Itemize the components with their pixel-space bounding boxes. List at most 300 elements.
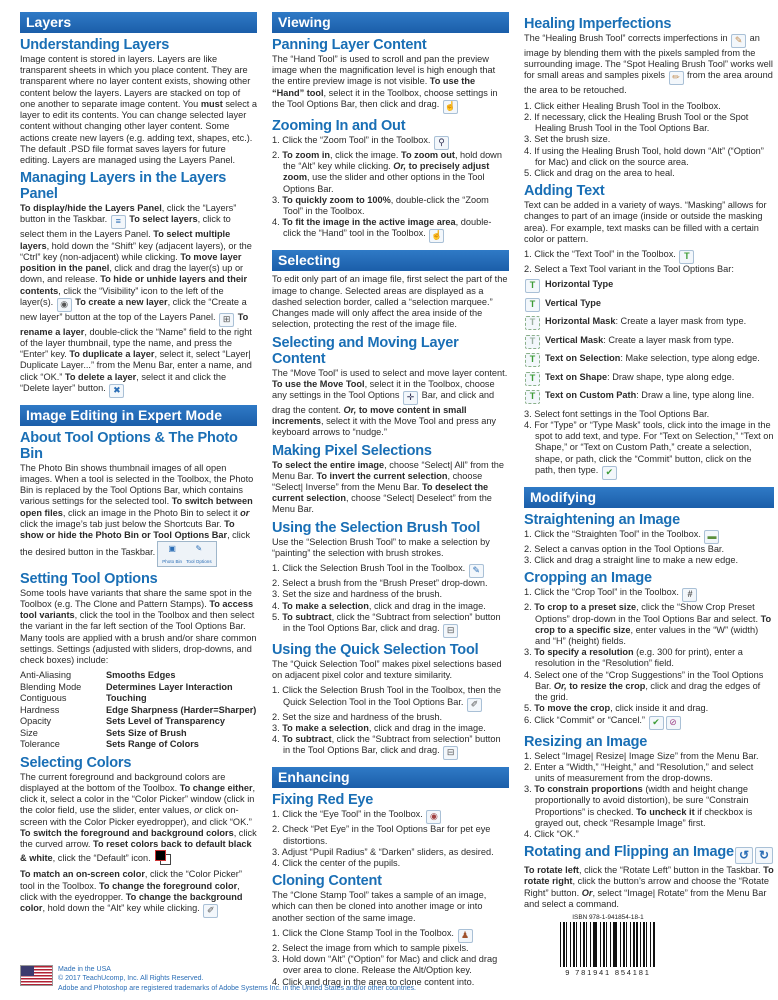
text-run: To delete a layer [64,371,137,382]
text-run: , click and drag in the image. [368,722,486,733]
numbered-list [524,101,774,180]
list-item [524,409,774,420]
numbered-list [524,249,774,275]
text-run: Set the brush size. [534,134,611,145]
settings-table-row [20,670,257,682]
text-variant-row [524,335,774,349]
text-run: Hold down “Alt” (“Option” for Mac) and click and drag over area to clone. Release the Alt/Option key. [282,954,498,976]
text-run: The Photo Bin shows thumbnail images of all open images. When a tool is selected in the Toolbox, the Photo Bin is replaced by the Tool Options Bar, which contains various settings for the selected tool. [20,462,254,507]
settings-table-row [20,739,257,751]
hand-icon: ☝ [429,229,444,243]
text-variant-label [545,390,754,401]
subtract-selection-icon: ⊟ [443,624,458,638]
text-run: To move layer position in the panel [20,251,242,274]
text-on-shape-icon: T [525,372,540,386]
text-run: Or, [343,404,357,415]
list-number: 1. [524,249,535,260]
text-run: , select it, select “Layer| Duplicate Layer...” from the Menu Bar, enter a name, and click “OK.” [20,349,252,382]
list-item [272,685,509,711]
list-number: 4. [272,600,283,611]
text-run: To hide or unhide layers and their contents [20,274,248,296]
subheading: Selecting and Moving Layer Content [272,334,459,367]
settings-table-row [20,705,257,717]
text-run: Click the Clone Stamp Tool in the Toolbox. [282,927,457,938]
text-run: Or [581,887,593,898]
text-run: , click the tool in the Toolbox and then select the variant in the far left section of the Tool Options Bar. Many tools are applied with a brush and/or share common settings. Settings (adjusted with sliders, drop-downs, and check boxes) include: [20,610,257,666]
text-run: Check “Pet Eye” in the Tool Options Bar for pet eye distortions. [282,824,491,846]
list-number: 4. [524,145,535,156]
setting-description: Smooths Edges [106,670,176,681]
paragraph [272,54,509,114]
text-run: from the area around the area to be retouched. [524,70,773,96]
rotate-right-icon: ↻ [755,847,773,864]
delete-layer-icon: ✖ [109,384,124,398]
paragraph [20,463,257,567]
list-number: 2. [524,761,535,772]
list-number: 6. [524,714,535,725]
text-variant-row [524,279,774,293]
section-bar: Selecting [272,250,509,271]
text-run: Click “Commit” or “Cancel.” [534,714,648,725]
list-number: 2. [524,111,535,122]
tool-options-button-label: Tool Options [186,558,212,564]
settings-table-row [20,682,257,694]
text-run: Text on Shape [545,371,608,382]
text-vertical-type-icon: T [525,298,540,312]
list-item [524,587,774,602]
column-left [20,12,257,992]
list-number: 2. [524,602,535,613]
text-run: To uncheck it [636,806,695,817]
text-variant-row [524,298,774,312]
list-number: 2. [524,264,535,275]
text-run: Click the Selection Brush Tool in the Toolbox, then the Quick Selection Tool in the Tool Options Bar. [282,685,501,707]
text-variant-label [545,335,734,346]
list-item [524,168,774,179]
text-run: (e.g. 300 for print), enter a resolution in the “Resolution” field. [535,647,743,669]
text-run: : Draw a line, type along line. [636,390,755,401]
text-run: : Make selection, type along edge. [620,353,760,364]
list-number: 2. [272,711,283,722]
list-item [524,112,774,134]
text-run: , double-click the “Name” field to the right of the layer thumbnail, type the name, and press the “Enter” key. [20,326,252,360]
list-number: 2. [272,578,283,589]
list-item [272,712,509,723]
text-run: to precisely adjust zoom [283,161,490,183]
text-run: , click with the eyedropper. [20,880,240,902]
text-run: , click the “Color Picker” tool in the Toolbox. [20,869,242,891]
new-layer-icon: ⊞ [219,313,234,327]
list-item [524,647,774,669]
text-run: (width and height change proportionally to avoid distortion), be sure “Constrain Proportions” is checked. [535,784,749,817]
text-horizontal-mask-icon: T [525,316,540,330]
text-run: , choose “Select| Inverse” from the Menu Bar. [272,470,483,493]
section-bar: Enhancing [272,767,509,788]
text-run: to resize the crop [566,680,646,691]
text-run: To duplicate a layer [69,349,155,360]
subheading: Cloning Content [272,873,382,890]
text-run: , click an image in the Photo Bin to select it [62,507,241,518]
footer [20,965,620,994]
section-bar: Viewing [272,12,509,33]
list-item [272,563,509,578]
list-number: 2. [272,942,283,953]
subheading: Rotating and Flipping an Image ↺ ↻ [524,844,774,864]
text-run: must [200,98,223,109]
spot-healing-icon: ✏ [669,71,684,85]
list-number: 3. [524,408,535,419]
eyedropper-icon: ✐ [203,904,218,918]
text-run: to move content in small increments [272,404,467,427]
setting-name: Anti-Aliasing [20,670,72,681]
list-item [524,703,774,714]
text-run: : Draw shape, type along edge. [607,371,735,382]
text-run: To subtract [282,611,332,622]
text-run: , click the “Subtract from selection” button in the Tool Options Bar, click and drag. [283,611,501,633]
barcode-digits: 9 781941 854181 [565,968,651,978]
selection-brush-icon: ✎ [469,564,484,578]
text-run: , select it with the Move Tool and press any keyboard arrows to “nudge.” [272,416,497,438]
list-item [524,544,774,555]
text-run: : Create a layer mask from type. [615,316,747,327]
paragraph [20,54,257,166]
text-run: , hold down the “Shift” key (adjacent layers), or the “Ctrl” key (non-adjacent) while clicking. [20,240,252,262]
list-item [524,134,774,145]
text-run: : Create a layer mask from type. [603,334,734,345]
list-item [524,670,774,704]
paragraph [20,772,257,866]
list-number: 3. [272,722,283,733]
column-right [524,12,774,992]
text-run: , click it, select a color in the “Color Picker” window (click in the color field, use the slider, enter values, [20,783,256,816]
text-run: Set the size and hardness of the brush. [282,589,443,600]
subheading: Managing Layers in the Layers Panel [20,170,227,203]
list-number: 5. [524,167,535,178]
section-bar: Image Editing in Expert Mode [20,405,257,426]
list-item [524,529,774,544]
text-run: To rotate left [524,865,579,876]
subheading: Straightening an Image [524,511,680,528]
paragraph [272,659,509,681]
eye-tool-icon: ◉ [426,810,441,824]
healing-brush-icon: ✎ [731,34,746,48]
list-number: 4. [272,857,283,868]
subheading: About Tool Options & The Photo Bin [20,429,238,462]
subheading: Fixing Red Eye [272,792,374,809]
text-run: Vertical Type [545,297,602,308]
text-run: The “Healing Brush Tool” corrects imperfections in [524,33,731,43]
setting-name: Hardness [20,704,60,715]
text-run: , click the “Show Crop Preset Options” drop-down in the Tool Options Bar and select. [535,602,761,624]
text-variant-label [545,279,613,290]
text-run: To zoom out [401,149,455,160]
list-number: 1. [524,528,535,539]
list-number: 4. [272,734,283,745]
text-variant-label [545,298,601,309]
text-run: Select the image from which to sample pixels. [282,942,469,953]
text-run: To create a new layer [75,296,168,307]
text-run: The current foreground and background colors are displayed at the bottom of the Toolbox. [20,771,226,794]
text-variant-label [545,316,746,327]
list-item [272,578,509,589]
paragraph [272,368,509,439]
text-run: To select layers [129,214,198,225]
settings-table-row [20,728,257,740]
list-number: 3. [524,134,535,145]
list-item [272,135,509,150]
text-run: To make a selection [282,600,369,611]
list-number: 5. [272,611,283,622]
text-run: Use the “Selection Brush Tool” to make a selection by “painting” the selection with brush strokes. [272,536,490,558]
text-run: Click “OK.” [534,829,579,840]
text-run: Click the “Straighten Tool” in the Toolbox. [534,528,704,539]
subheading: Understanding Layers [20,37,170,53]
list-item [524,555,774,566]
setting-name: Tolerance [20,739,60,750]
text-run: Bar, and click and drag the content. [272,389,495,415]
text-run: To change the foreground color [99,880,238,891]
text-run: Or, [553,680,567,691]
list-number: 1. [272,134,283,145]
text-run: To use the Move Tool [272,378,365,389]
subheading: Adding Text [524,183,605,200]
list-item [272,195,509,217]
crop-icon: # [682,588,697,602]
text-run: If using the Healing Brush Tool, hold down “Alt” (“Option” for Mac) and click on the source area. [534,145,764,167]
quick-selection-icon: ✐ [467,698,482,712]
text-variant-row [524,390,774,404]
list-number: 5. [524,703,535,714]
text-run: , click and drag the layer(s) up or down, and release. [20,263,244,285]
footer-lines [58,965,416,994]
setting-description: Sets Level of Transparency [106,716,225,727]
photo-bin-tool-options-buttons [157,541,216,566]
photo-bin-button [160,543,184,565]
text-run: To edit only part of an image file, first select the part of the image to change. Selected areas are displayed as a dashed selection border, called a “selection marquee.” Changes made will only affect the area inside of the selection, protecting the rest of the image file. [272,274,508,330]
text-run: , click the button’s arrow and choose the “Rotate Right” button. [524,876,769,898]
text-run: The “Hand Tool” is used to scroll and pan the preview image when the magnification level is high enough that the entire preview image is not visible. [272,54,496,87]
list-number: 3. [272,194,283,205]
commit-check-icon: ✔ [649,716,664,730]
list-item [524,784,774,829]
move-icon: ✛ [403,391,418,405]
footer-made-in-usa: Made in the USA [58,965,111,973]
text-run: , hold down the “Alt” key while clicking. [283,149,502,172]
section-bar: Modifying [524,487,774,508]
list-number: 3. [524,555,535,566]
text-run: To select the entire image [272,459,385,470]
list-number: 4. [524,420,535,430]
list-number: 3. [524,784,535,795]
list-item [524,264,774,275]
text-run: , click the “Rotate Left” button in the Taskbar. [578,865,764,876]
text-run: Click and drag a straight line to make a new edge. [534,555,738,566]
visibility-eye-icon: ◉ [57,298,72,312]
setting-name: Blending Mode [20,681,82,692]
us-flag-icon [20,965,53,986]
text-run: Or, [393,161,407,172]
list-number: 4. [272,217,283,228]
list-item [524,762,774,784]
text-run: an image by blending them with the pixels sampled from the surrounding image. The “Spot Healing Brush Tool” works well for small areas and samples pixels [524,33,773,81]
photo-bin-button-label: Photo Bin [162,558,183,564]
text-run: click on-screen with the Color Picker eyedropper), and click “OK.” [20,805,252,827]
text-run: click the image’s tab just below the Shortcuts Bar. [20,518,225,529]
text-run: To crop to a preset size [534,602,637,613]
list-item [272,217,509,243]
subheading: Setting Tool Options [20,570,158,587]
text-run: Click and drag on the area to heal. [534,167,675,178]
subheading: Zooming In and Out [272,117,406,134]
list-item [524,602,774,647]
list-item [524,751,774,762]
fg-bg-swatch-icon [155,850,171,865]
list-number: 2. [272,824,283,835]
list-item [272,858,509,869]
text-run: Click the “Zoom Tool” in the Toolbox. [282,134,434,145]
setting-name: Size [20,727,38,738]
numbered-list [524,587,774,729]
text-run: , choose “Select| Deselect” from the Menu Bar. [272,493,492,515]
text-run: Select “Image| Resize| Image Size” from the Menu Bar. [534,750,759,761]
paragraph [524,200,774,245]
text-run: , click the “Create a new layer” button at the top of the Layers Panel. [20,296,247,322]
paragraph [20,869,257,918]
list-number: 2. [272,149,283,160]
text-on-selection-icon: T [525,353,540,367]
numbered-list [524,751,774,841]
text-run: , click the “Layers” button in the Taskbar. [20,203,237,225]
paragraph [272,460,509,516]
numbered-list [524,529,774,566]
subheading: Using the Selection Brush Tool [272,519,481,536]
list-item [524,715,774,730]
subheading: Panning Layer Content [272,37,427,53]
subheading: Cropping an Image [524,570,652,587]
clone-stamp-icon: ♟ [458,929,473,943]
list-number: 1. [524,587,535,598]
text-run: or [194,805,203,816]
paragraph [272,274,509,330]
text-run: Click and drag in the area to clone content into. [282,976,475,987]
subheading: Selecting Colors [20,754,132,771]
text-run: , hold down the “Alt” key while clicking. [42,903,203,913]
text-run: The “Move Tool” is used to select and move layer content. [272,367,508,378]
text-run: , double-click the “Zoom Tool” in the Toolbox. [283,194,489,216]
tool-options-button [184,543,214,565]
text-run: Click either Healing Brush Tool in the Toolbox. [534,100,721,111]
text-run: Text on Selection [545,353,621,364]
list-number: 3. [272,954,283,965]
column-middle [272,12,509,992]
text-run: Select font settings in the Tool Options Bar. [534,408,710,419]
list-item [272,589,509,600]
rotate-left-icon: ↺ [735,847,753,864]
list-number: 1. [524,750,535,761]
paragraph [524,865,774,910]
text-run: The “Clone Stamp Tool” takes a sample of an image, which can then be cloned into another image or into another section of the same image. [272,890,487,923]
text-run: To make a selection [282,722,369,733]
text-run: To crop to a specific size [535,613,772,635]
list-number: 1. [272,685,283,696]
text-run: To specify a resolution [534,647,634,658]
text-run: Click the center of the pupils. [282,857,401,868]
text-run: , select it in the Toolbox, choose any settings in the Tool Options [272,378,495,400]
text-run: Text on Custom Path [545,390,637,401]
text-variant-row [524,353,774,367]
text-run: or [240,507,250,518]
text-run: To change either [179,783,253,794]
setting-description: Sets Size of Brush [106,727,187,738]
text-horizontal-type-icon: T [525,279,540,293]
text-run: , click and drag the edges of the grid. [535,680,761,703]
text-run: , click the “Default” icon. [52,853,154,864]
flag-canton [21,966,34,976]
list-number: 1. [524,100,535,111]
layers-button-icon: ≡ [111,215,126,229]
text-tool-icon: T [679,250,694,264]
settings-table-row [20,716,257,728]
text-run: Horizontal Type [545,279,614,290]
text-run: Select a canvas option in the Tool Options Bar. [534,543,725,554]
numbered-list [524,409,774,480]
list-item [272,150,509,195]
barcode-bars [560,922,656,967]
text-run: Enter a “Width,” “Height,” and “Resolution,” and select units of measurement from the drop-downs. [534,761,754,783]
list-number: 4. [524,669,535,680]
text-run: if checkbox is grayed out, check “Resample Image” first. [535,806,753,828]
text-run: , select it and click the “Delete layer” button. [20,371,227,393]
subtract-selection-icon: ⊟ [443,746,458,760]
list-number: 2. [524,543,535,554]
subheading: Resizing an Image [524,733,648,750]
text-run: To move the crop [534,703,611,714]
text-run: Horizontal Mask [545,316,616,327]
setting-description: Sets Range of Colors [106,739,199,750]
numbered-list [272,563,509,638]
list-item [272,943,509,954]
numbered-list [272,809,509,869]
paragraph [524,33,774,97]
hand-icon: ☝ [443,100,458,114]
list-item [272,612,509,638]
text-run: , click and drag in the image. [368,600,486,611]
setting-description: Edge Sharpness (Harder=Sharper) [106,704,257,715]
list-number: 1. [272,809,283,820]
list-number: 3. [524,647,535,658]
text-run: To switch between open files [20,496,253,518]
list-item [272,847,509,858]
setting-name: Contiguous [20,693,67,704]
text-run: , click the image. [330,149,402,160]
text-run: Click the “Crop Tool” in the Toolbox. [534,587,682,598]
text-run: To quickly zoom to 100% [282,194,391,205]
text-run: To change the background color [20,891,243,913]
text-run: For “Type” or “Type Mask” tools, click into the image in the spot to add text, and type. For “Text on Selection,” “Text on Shape,” or “Text on Custom Path,” create a selection, shape, or path, click the “Commit” button, click on the path, then type. [534,420,774,475]
text-run: Click the “Eye Tool” in the Toolbox. [282,809,426,820]
cancel-icon: ⊘ [666,716,681,730]
setting-description: Touching [106,693,147,704]
numbered-list [272,685,509,760]
tool-options-button-icon: ✎ [195,544,203,554]
paragraph [272,537,509,559]
text-run: To constrain proportions [534,784,643,795]
text-run: To invert the current selection [316,470,448,481]
text-run: Text can be added in a variety of ways. “Masking” allows for changes to part of an image (inside or outside the masking area). For example, text masks can be filled with a certain color or pattern. [524,200,767,244]
section-bar: Layers [20,12,257,33]
text-run: To show or hide the Photo Bin or Tool Options Bar [20,518,235,541]
list-item [524,829,774,840]
